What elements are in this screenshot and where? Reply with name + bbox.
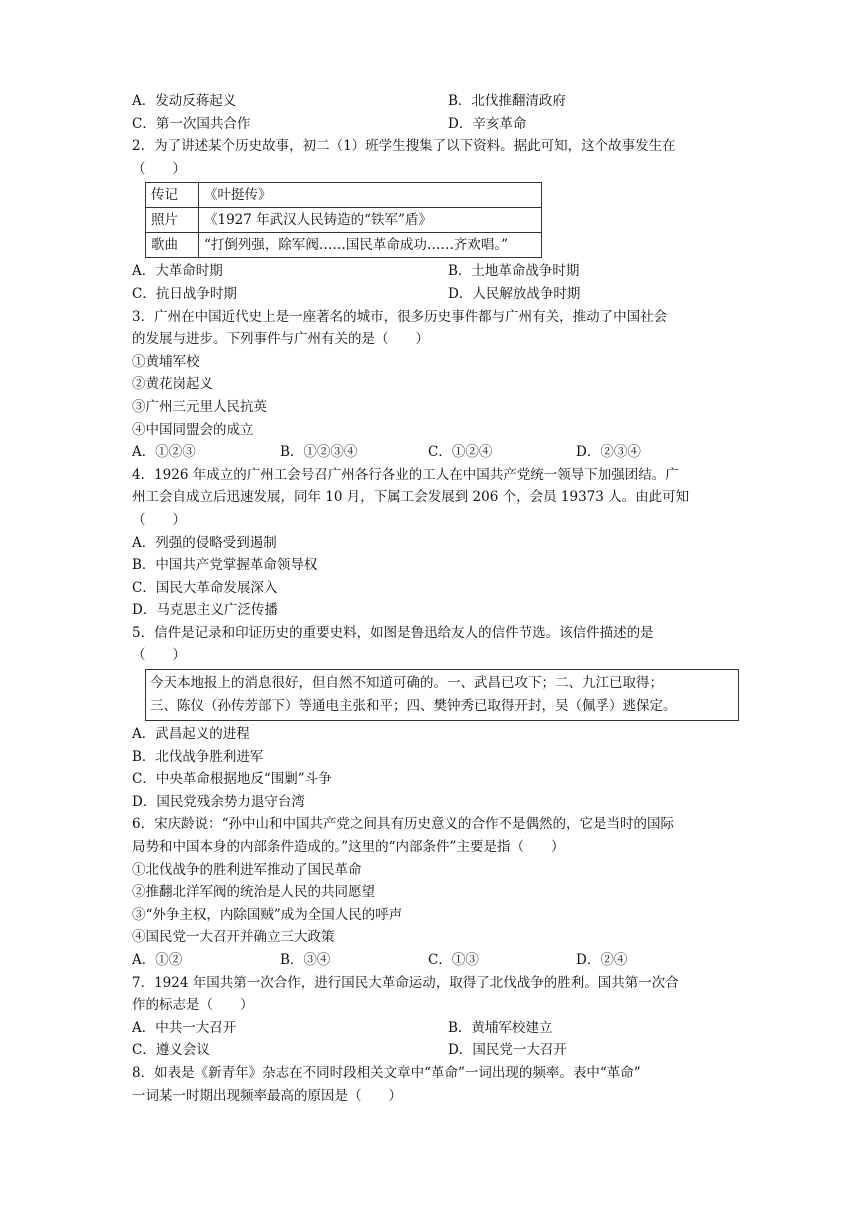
q5-letter-excerpt: [145, 669, 739, 721]
q3-stem-1: 3．广州在中国近代史上是一座著名的城市，很多历史事件都与广州有关，推动了中国社会: [132, 308, 668, 325]
q5-stem-1: 5．信件是记录和印证历史的重要史料，如图是鲁迅给友人的信件节选。该信件描述的是: [132, 624, 654, 641]
q3-option-d: D．②③④: [576, 444, 641, 461]
table-row: [146, 208, 542, 233]
q4-option-c: C．国民大革命发展深入: [132, 579, 278, 596]
q4-option-a: A．列强的侵略受到遏制: [132, 534, 277, 551]
q6-option-b: B．③④: [280, 952, 331, 968]
q6-item-3: ③“外争主权，内除国贼”成为全国人民的呼声: [132, 906, 403, 923]
q6-option-d: D．②④: [576, 952, 628, 968]
q2-source-table: [145, 182, 542, 258]
q3-item-2: ②黄花岗起义: [132, 376, 213, 393]
q1-options-row-2: [132, 113, 732, 136]
q6-stem-1: 6．宋庆龄说：“孙中山和中国共产党之间具有历史意义的合作不是偶然的，它是当时的国际: [132, 816, 674, 833]
q5-stem-2: （ ）: [132, 647, 186, 664]
q6-option-a: A．①②: [132, 952, 183, 968]
q7-option-b: B．黄埔军校建立: [448, 1019, 553, 1036]
q3-option-b: B．①②③④: [280, 444, 358, 461]
table-cell: 歌曲: [146, 233, 199, 258]
question-page: [132, 90, 732, 1107]
table-row: [146, 233, 542, 258]
q1-option-a: A．发动反蒋起义: [132, 93, 237, 109]
q3-option-c: C．①②④: [428, 444, 493, 461]
q1-option-d: D．辛亥革命: [448, 115, 527, 132]
q7-option-c: C．遵义会议: [132, 1042, 210, 1059]
q2-stem-2: （ ）: [132, 160, 186, 177]
q2-options-row-2: [132, 283, 732, 306]
q6-stem-2: 局势和中国本身的内部条件造成的。”这里的“内部条件”主要是指（ ）: [132, 839, 565, 856]
q2-option-c: C．抗日战争时期: [132, 285, 237, 302]
q2-stem-1: 2．为了讲述某个历史故事，初二（1）班学生搜集了以下资料。据此可知，这个故事发生在: [132, 138, 676, 155]
q5-option-a: A．武昌起义的进程: [132, 726, 250, 743]
q3-option-a: A．①②③: [132, 444, 196, 461]
q7-stem-1: 7．1924 年国共第一次合作，进行国民大革命运动，取得了北伐战争的胜利。国共第一次合: [132, 974, 679, 991]
q1-option-c: C．第一次国共合作: [132, 115, 251, 132]
q6-item-1: ①北伐战争的胜利进军推动了国民革命: [132, 861, 362, 878]
q7-stem-2: 作的标志是（ ）: [132, 997, 254, 1014]
q8-stem-2: 一词某一时期出现频率最高的原因是（ ）: [132, 1087, 402, 1104]
q7-option-d: D．国民党一大召开: [448, 1042, 567, 1059]
q3-stem-2: 的发展与进步。下列事件与广州有关的是（ ）: [132, 331, 429, 348]
q2-option-d: D．人民解放战争时期: [448, 285, 581, 302]
q4-stem-1: 4．1926 年成立的广州工会号召广州各行各业的工人在中国共产党统一领导下加强团结。广: [132, 466, 679, 483]
q5-option-c: C．中央革命根据地反“围剿”斗争: [132, 771, 332, 788]
q3-item-3: ③广州三元里人民抗英: [132, 398, 267, 415]
q1-option-b: B．北伐推翻清政府: [448, 93, 566, 109]
q7-option-a: A．中共一大召开: [132, 1019, 237, 1036]
table-row: [146, 183, 542, 208]
table-cell: 《1927 年武汉人民铸造的“铁军”盾》: [199, 208, 542, 233]
q4-stem-3: （ ）: [132, 511, 186, 528]
q4-stem-2: 州工会自成立后迅速发展，同年 10 月，下属工会发展到 206 个，会员 19373 人。由此可知: [132, 489, 690, 506]
q5-option-b: B．北伐战争胜利进军: [132, 748, 264, 765]
q1-options-row-1: [132, 90, 732, 113]
q5-option-d: D．国民党残余势力退守台湾: [132, 793, 305, 810]
q7-options-row-1: [132, 1017, 732, 1040]
q3-options: [132, 441, 732, 464]
table-cell: 传记: [146, 183, 199, 208]
q7-options-row-2: [132, 1039, 732, 1062]
q6-item-2: ②推翻北洋军阀的统治是人民的共同愿望: [132, 884, 375, 901]
table-cell: 《叶挺传》: [199, 183, 542, 208]
table-cell: 照片: [146, 208, 199, 233]
q2-options-row-1: [132, 260, 732, 283]
q2-option-a: A．大革命时期: [132, 263, 223, 280]
q6-option-c: C．①③: [428, 952, 479, 968]
q8-stem-1: 8．如表是《新青年》杂志在不同时段相关文章中“革命”一词出现的频率。表中“革命”: [132, 1064, 641, 1081]
q2-option-b: B．土地革命战争时期: [448, 263, 580, 280]
q3-item-1: ①黄埔军校: [132, 353, 200, 370]
q4-option-d: D．马克思主义广泛传播: [132, 602, 278, 619]
q6-item-4: ④国民党一大召开并确立三大政策: [132, 929, 335, 946]
q5-letter-line-1: 今天本地报上的消息很好，但自然不知道可确的。一、武昌已攻下；二、九江已取得；: [150, 675, 663, 692]
q3-item-4: ④中国同盟会的成立: [132, 421, 254, 438]
q6-options: [132, 949, 732, 972]
q4-option-b: B．中国共产党掌握革命领导权: [132, 557, 318, 574]
q5-letter-line-2: 三、陈仪（孙传芳部下）等通电主张和平；四、樊钟秀已取得开封，吴（佩孚）逃保定。: [150, 698, 677, 715]
table-cell: “打倒列强，除军阀……国民革命成功……齐欢唱。”: [199, 233, 542, 258]
